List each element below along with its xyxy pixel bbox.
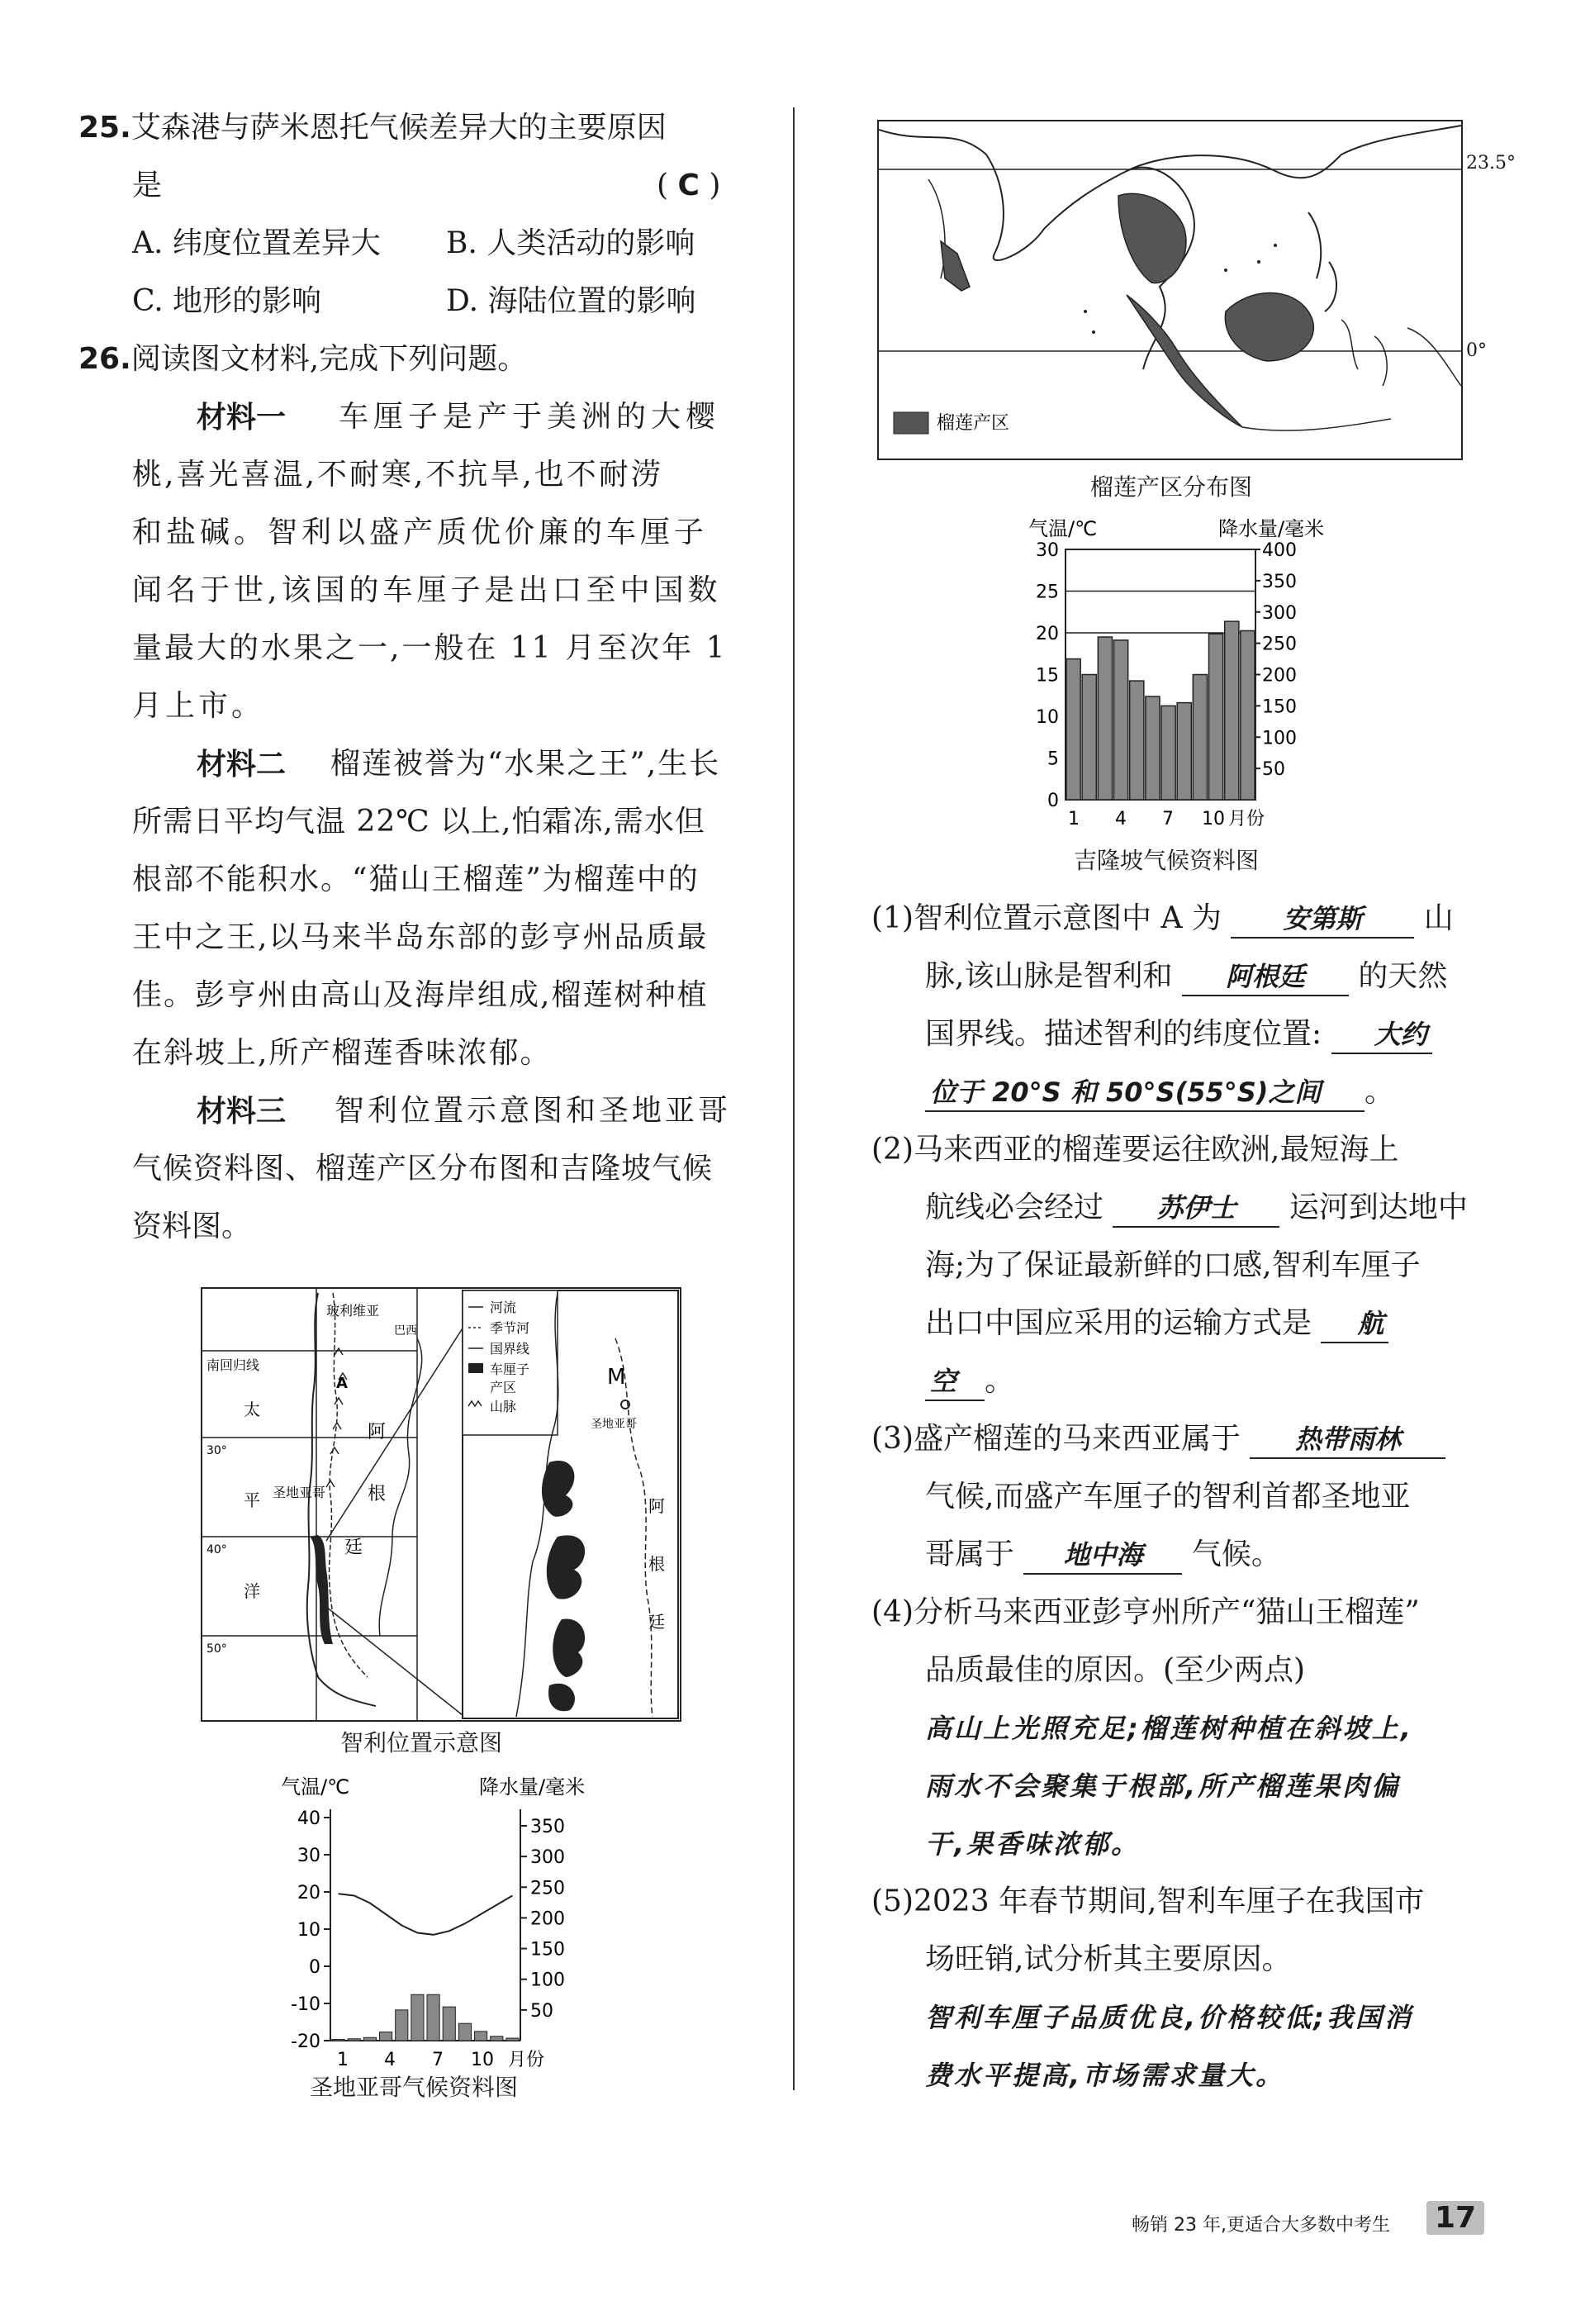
column-divider	[793, 107, 795, 2090]
label-bolivia: 玻利维亚	[326, 1303, 380, 1319]
kl-left-tick-label: 15	[1036, 665, 1059, 687]
material-text: 和盐碱。智利以盛产质优价廉的车厘子	[132, 516, 709, 549]
santiago-precip-bar-11	[491, 2036, 503, 2041]
kl-x-unit: 月份	[1228, 809, 1265, 829]
kl-right-tick-label: 100	[1262, 728, 1297, 749]
question-number: 26.	[78, 342, 131, 376]
material-text: 佳。彭亨州由高山及海岸组成,榴莲树种植	[132, 978, 709, 1012]
legend-border: 国界线	[490, 1341, 530, 1357]
sub3-text-b: 气候,而盛产车厘子的智利首都圣地亚	[925, 1480, 1411, 1514]
santiago-precip-bar-2	[348, 2039, 360, 2041]
santiago-precip-bar-1	[332, 2040, 344, 2041]
kl-left-tick-label: 0	[1047, 791, 1059, 811]
santiago-precip-bar-12	[506, 2038, 519, 2041]
inset-label-arg-2: 根	[648, 1554, 665, 1574]
material-label: 材料三	[197, 1094, 287, 1129]
inset-label-m: M	[607, 1365, 626, 1390]
legend-area: 产区	[490, 1380, 517, 1395]
sub1-answer-2: 阿根廷	[1182, 958, 1349, 996]
santiago-x-unit: 月份	[508, 2050, 545, 2070]
kl-precip-bar-12	[1241, 630, 1255, 800]
sub4-answer-line-3: 干,果香味浓郁。	[925, 1828, 1141, 1860]
material-text: 气候资料图、榴莲产区分布图和吉隆坡气候	[132, 1152, 714, 1186]
kl-x-tick-10: 10	[1202, 809, 1225, 829]
material-label: 材料二	[197, 747, 287, 782]
santiago-x-tick-1: 1	[337, 2050, 349, 2070]
sub2-text-f: 。	[985, 1364, 1015, 1398]
question-number: 25.	[78, 111, 131, 145]
material-label: 材料一	[197, 400, 287, 435]
sub2-text-c: 运河到达地中	[1289, 1191, 1468, 1224]
sub2-answer-1: 苏伊士	[1113, 1190, 1279, 1228]
santiago-left-tick-label: 30	[297, 1846, 320, 1866]
kl-right-tick-label: 50	[1262, 759, 1285, 781]
santiago-chart-caption: 圣地亚哥气候资料图	[310, 2074, 519, 2101]
kl-right-tick-label: 350	[1262, 571, 1297, 592]
sub4-text-b: 品质最佳的原因。(至少两点)	[925, 1653, 1306, 1687]
durian-lat-equator: 0°	[1466, 340, 1487, 361]
option-c: C. 地形的影响	[132, 284, 322, 318]
santiago-right-tick-label: 150	[530, 1939, 565, 1960]
santiago-precip-bar-10	[475, 2032, 487, 2041]
material-text: 量最大的水果之一,一般在 11 月至次年 1	[132, 631, 728, 665]
sub5-text-a: (5)2023 年春节期间,智利车厘子在我国市	[871, 1884, 1425, 1918]
kl-precip-bar-4	[1114, 640, 1128, 800]
label-arg-2: 根	[368, 1484, 387, 1504]
sub1-text-b: 山	[1423, 901, 1454, 935]
chile-map-svg	[202, 1289, 680, 1720]
kl-precip-bar-11	[1225, 621, 1239, 800]
label-santiago: 圣地亚哥	[273, 1485, 326, 1500]
sub3-text-a: (3)盛产榴莲的马来西亚属于	[871, 1422, 1241, 1456]
santiago-right-tick-label: 100	[530, 1970, 565, 1991]
label-ocean-2: 平	[244, 1490, 260, 1510]
material-text: 王中之王,以马来半岛东部的彭亨州品质最	[132, 920, 709, 954]
sub5-text-b: 场旺销,试分析其主要原因。	[925, 1942, 1292, 1976]
kl-precip-bar-3	[1098, 637, 1112, 800]
material-text: 根部不能积水。“猫山王榴莲”为榴莲中的	[132, 863, 700, 896]
material-text: 所需日平均气温 22℃ 以上,怕霜冻,需水但	[132, 805, 705, 839]
legend-river: 河流	[490, 1300, 517, 1315]
legend-mountain: 山脉	[490, 1399, 517, 1414]
material-text: 榴莲被誉为“水果之王”,生长	[330, 747, 721, 781]
sub1-text-a: (1)智利位置示意图中 A 为	[871, 901, 1222, 935]
santiago-left-tick-label: -10	[291, 1994, 320, 2015]
kl-x-tick-1: 1	[1068, 809, 1080, 829]
label-brazil: 巴西	[394, 1324, 417, 1338]
kl-left-tick-label: 10	[1036, 707, 1059, 728]
santiago-x-tick-4: 4	[384, 2050, 396, 2070]
sub4-text-a: (4)分析马来西亚彭亨州所产“猫山王榴莲”	[871, 1595, 1420, 1629]
chile-map	[201, 1287, 681, 1722]
santiago-left-tick-label: -20	[291, 2032, 320, 2052]
label-a: A	[336, 1375, 348, 1392]
kl-x-tick-7: 7	[1162, 809, 1174, 829]
santiago-temperature-line	[339, 1894, 513, 1935]
chile-map-caption: 智利位置示意图	[340, 1729, 503, 1756]
santiago-x-tick-10: 10	[471, 2050, 494, 2070]
sub2-text-b: 航线必会经过	[925, 1191, 1104, 1224]
sub1-text-f: 。	[1365, 1075, 1395, 1109]
kl-precip-bar-1	[1066, 659, 1080, 800]
sub2-text-a: (2)马来西亚的榴莲要运往欧洲,最短海上	[871, 1133, 1399, 1167]
inset-label-arg-1: 阿	[648, 1496, 665, 1516]
santiago-precip-bar-8	[443, 2007, 455, 2041]
santiago-left-tick-label: 0	[309, 1957, 320, 1978]
sub1-answer-3a: 大约	[1331, 1016, 1432, 1054]
santiago-left-tick-label: 10	[297, 1920, 320, 1941]
material-text: 桃,喜光喜温,不耐寒,不抗旱,也不耐涝	[132, 458, 663, 492]
santiago-precip-bar-6	[411, 1994, 424, 2041]
question-stem: 艾森港与萨米恩托气候差异大的主要原因	[131, 111, 667, 145]
santiago-precip-bar-5	[396, 2010, 408, 2041]
santiago-right-tick-label: 250	[530, 1878, 565, 1899]
sub2-text-e: 出口中国应采用的运输方式是	[925, 1306, 1312, 1340]
santiago-precip-bar-7	[427, 1994, 439, 2041]
kl-chart-svg	[1020, 512, 1367, 843]
sub2-answer-2b: 空	[925, 1363, 985, 1401]
kl-right-tick-label: 150	[1262, 696, 1297, 718]
sub4-answer-line-1: 高山上光照充足;榴莲树种植在斜坡上,	[925, 1713, 1413, 1744]
answer-choice: C	[677, 169, 700, 202]
durian-legend-label: 榴莲产区	[937, 413, 1010, 434]
legend-cherry: 车厘子	[490, 1362, 530, 1377]
kl-precip-bar-9	[1193, 675, 1207, 801]
material-text: 智利位置示意图和圣地亚哥	[335, 1094, 732, 1128]
option-b: B. 人类活动的影响	[446, 226, 695, 260]
santiago-left-tick-label: 20	[297, 1883, 320, 1903]
kl-precip-bar-10	[1209, 634, 1223, 800]
sub1-answer-1: 安第斯	[1231, 901, 1414, 939]
santiago-chart	[264, 1772, 611, 2078]
durian-map-svg	[879, 121, 1461, 459]
kl-right-tick-label: 200	[1262, 665, 1297, 687]
durian-map-caption: 榴莲产区分布图	[1090, 473, 1253, 501]
santiago-right-title: 降水量/毫米	[479, 1775, 586, 1799]
label-lat-50: 50°	[206, 1642, 227, 1656]
kl-left-tick-label: 25	[1036, 582, 1059, 603]
kl-right-tick-label: 300	[1262, 602, 1297, 624]
santiago-precip-bar-9	[458, 2023, 471, 2041]
question-stem-cont: 是	[132, 169, 163, 202]
kl-precip-bar-6	[1146, 696, 1160, 800]
santiago-left-title: 气温/℃	[281, 1775, 350, 1799]
durian-lat-tropic: 23.5°	[1466, 153, 1516, 173]
material-text: 在斜坡上,所产榴莲香味浓郁。	[132, 1036, 552, 1070]
label-ocean-3: 洋	[244, 1581, 260, 1601]
option-d: D. 海陆位置的影响	[446, 284, 696, 318]
kl-precip-bar-7	[1161, 706, 1175, 800]
santiago-right-tick-label: 200	[530, 1908, 565, 1930]
kl-right-tick-label: 250	[1262, 634, 1297, 655]
material-text: 车厘子是产于美洲的大樱	[339, 400, 721, 434]
santiago-right-tick-label: 350	[530, 1817, 565, 1837]
sub5-answer-line-1: 智利车厘子品质优良,价格较低;我国消	[925, 2002, 1413, 2033]
sub1-answer-3b: 位于 20°S 和 50°S(55°S)之间	[925, 1074, 1365, 1112]
material-text: 闻名于世,该国的车厘子是出口至中国数	[132, 573, 722, 607]
santiago-chart-svg	[264, 1772, 611, 2078]
footer-slogan: 畅销 23 年,更适合大多数中考生	[1132, 2215, 1390, 2236]
kl-left-title: 气温/℃	[1028, 517, 1098, 540]
label-arg-1: 阿	[368, 1422, 387, 1442]
label-ocean-1: 太	[244, 1400, 260, 1419]
sub3-answer-2: 地中海	[1023, 1537, 1182, 1575]
santiago-precip-bar-3	[363, 2037, 376, 2041]
santiago-precip-bar-4	[380, 2032, 392, 2041]
kl-right-tick-label: 400	[1262, 540, 1297, 561]
kl-precip-bar-8	[1177, 703, 1191, 800]
sub1-text-d: 的天然	[1358, 959, 1448, 993]
kl-x-tick-4: 4	[1115, 809, 1127, 829]
santiago-right-tick-label: 50	[530, 2000, 553, 2022]
sub3-text-c: 哥属于	[925, 1537, 1015, 1571]
sub2-text-d: 海;为了保证最新鲜的口感,智利车厘子	[925, 1248, 1421, 1282]
material-text: 月上市。	[132, 689, 265, 723]
label-arg-3: 廷	[344, 1537, 363, 1558]
material-text: 资料图。	[132, 1210, 252, 1243]
label-tropic: 南回归线	[206, 1357, 260, 1373]
kl-chart-caption: 吉隆坡气候资料图	[1074, 847, 1260, 874]
santiago-left-tick-label: 40	[297, 1808, 320, 1829]
santiago-right-tick-label: 300	[530, 1847, 565, 1869]
sub5-answer-line-2: 费水平提高,市场需求量大。	[925, 2060, 1285, 2091]
sub3-text-d: 气候。	[1191, 1537, 1281, 1571]
legend-seasonal-river: 季节河	[490, 1320, 530, 1336]
option-a: A. 纬度位置差异大	[132, 226, 381, 260]
label-lat-30: 30°	[206, 1444, 227, 1457]
kl-left-tick-label: 20	[1036, 624, 1059, 644]
question-stem: 阅读图文材料,完成下列问题。	[131, 342, 528, 376]
page-number: 17	[1426, 2201, 1484, 2235]
durian-map	[877, 120, 1463, 460]
kl-precip-bar-5	[1130, 681, 1144, 800]
sub1-text-e: 国界线。描述智利的纬度位置:	[925, 1017, 1322, 1051]
kl-left-tick-label: 5	[1047, 749, 1059, 770]
santiago-x-tick-7: 7	[432, 2050, 444, 2070]
kl-right-title: 降水量/毫米	[1218, 517, 1325, 540]
sub1-text-c: 脉,该山脉是智利和	[925, 959, 1173, 993]
kl-chart	[1020, 512, 1367, 843]
sub2-answer-2a: 航	[1321, 1305, 1388, 1343]
sub4-answer-line-2: 雨水不会聚集于根部,所产榴莲果肉偏	[925, 1770, 1401, 1802]
kl-precip-bar-2	[1082, 675, 1096, 801]
kl-left-tick-label: 30	[1036, 540, 1059, 561]
label-lat-40: 40°	[206, 1543, 227, 1556]
inset-label-santiago: 圣地亚哥	[591, 1418, 637, 1431]
sub3-answer-1: 热带雨林	[1250, 1421, 1445, 1459]
inset-label-arg-3: 廷	[648, 1612, 665, 1632]
